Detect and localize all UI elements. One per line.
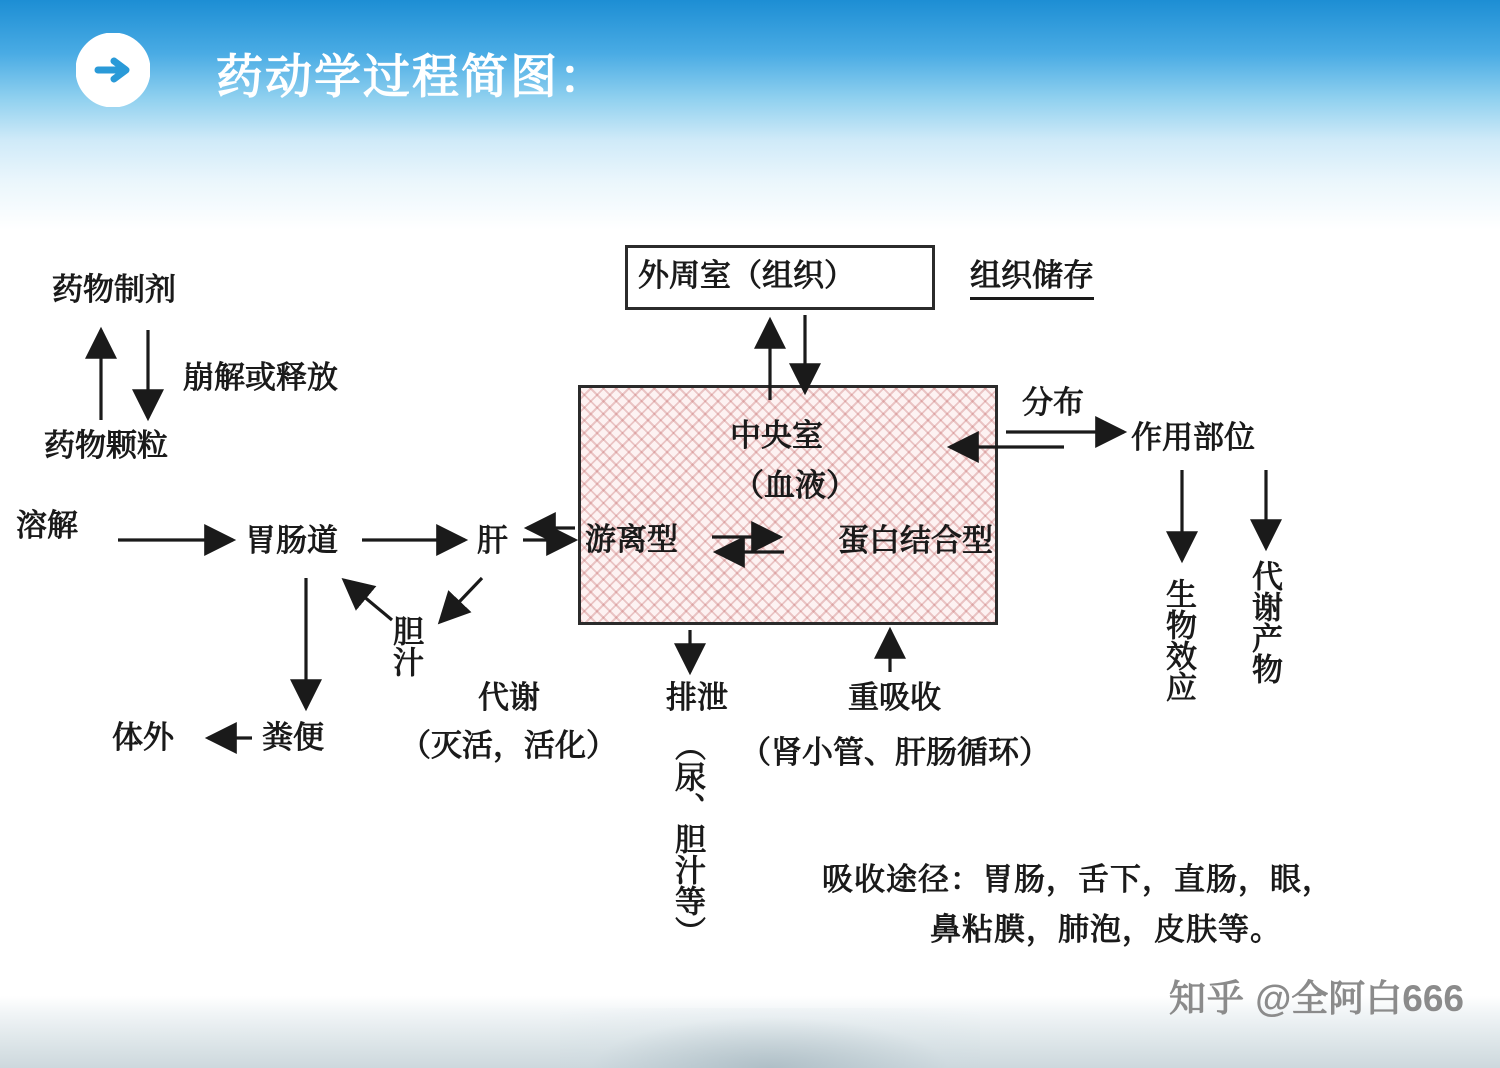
watermark-user: @全阿白666 [1255, 978, 1464, 1019]
metabolism-label: 代谢 [478, 680, 540, 715]
absorption-routes-line1: 吸收途径：胃肠，舌下，直肠，眼， [822, 862, 1334, 897]
bile-label: 胆汁 [388, 615, 423, 677]
protein-bound-label: 蛋白结合型 [838, 523, 993, 558]
git-label: 胃肠道 [245, 523, 338, 558]
central-compartment-label-line1: 中央室 [730, 418, 823, 453]
excretion-detail-label: （尿、胆汁等） [670, 730, 705, 947]
feces-label: 粪便 [262, 720, 324, 755]
action-site-label: 作用部位 [1131, 420, 1255, 455]
central-compartment-label-line2: （血液） [733, 468, 857, 503]
watermark [1169, 968, 1464, 1022]
metabolite-label: 代谢产物 [1247, 560, 1282, 684]
free-drug-label: 游离型 [585, 522, 678, 557]
drug-preparation-label: 药物制剂 [52, 272, 176, 307]
reabsorption-label: 重吸收 [848, 680, 941, 715]
liver-label: 肝 [477, 523, 508, 558]
distribution-label: 分布 [1022, 385, 1084, 420]
peripheral-compartment-label: 外周室（组织） [638, 258, 855, 293]
reabsorption-detail-label: （肾小管、肝肠循环） [740, 735, 1050, 770]
biological-effect-label: 生物效应 [1161, 578, 1196, 702]
dissolution-label: 溶解 [16, 508, 78, 543]
outside-body-label: 体外 [112, 720, 174, 755]
drug-particles-label: 药物颗粒 [44, 428, 168, 463]
disintegration-label: 崩解或释放 [183, 360, 338, 395]
tissue-storage-label: 组织储存 [970, 258, 1094, 300]
page-title: 药动学过程简图： [216, 50, 608, 103]
absorption-routes-line2: 鼻粘膜，肺泡，皮肤等。 [930, 912, 1282, 947]
watermark-platform: 知乎 [1168, 978, 1245, 1019]
metabolism-detail-label: （灭活，活化） [400, 728, 617, 763]
excretion-label: 排泄 [666, 680, 728, 715]
